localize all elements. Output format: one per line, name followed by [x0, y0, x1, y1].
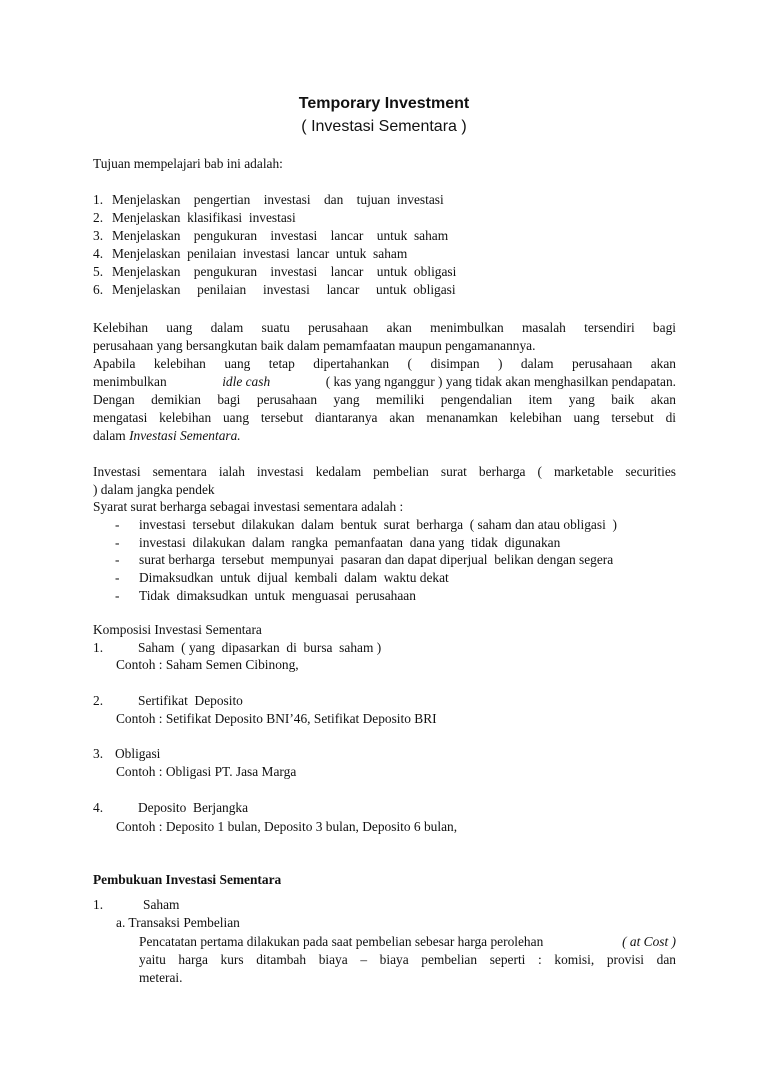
- para-fragment: dalam: [93, 428, 126, 443]
- item-number: 4.: [93, 800, 104, 815]
- objective-number: 2.: [93, 210, 104, 225]
- objective-item: [93, 191, 444, 209]
- objective-number: 6.: [93, 282, 104, 297]
- item-name: Sertifikat Deposito: [138, 693, 243, 708]
- para-line: yaitu harga kurs ditambah biaya – biaya pembelian seperti : komisi, provisi dan: [139, 952, 676, 967]
- objective-item: [93, 263, 456, 281]
- requirement-item: [115, 516, 617, 534]
- para-line: Investasi sementara ialah investasi kedalam pembelian surat berharga ( marketable securities: [93, 464, 676, 479]
- objective-text: Menjelaskan klasifikasi investasi: [112, 210, 296, 225]
- objective-item: [93, 227, 448, 245]
- temporary-investment-term: Investasi Sementara.: [129, 428, 241, 443]
- para-line: Syarat surat berharga sebagai investasi sementara adalah :: [93, 499, 404, 514]
- idle-cash-term: idle cash: [222, 374, 271, 389]
- objective-text: Menjelaskan penilaian investasi lancar untuk obligasi: [112, 282, 456, 297]
- composition-example: Contoh : Setifikat Deposito BNI’46, Setifikat Deposito BRI: [116, 711, 437, 726]
- dash-bullet: -: [115, 570, 120, 585]
- page-title: Temporary Investment: [298, 95, 470, 112]
- para-line: perusahaan yang bersangkutan baik dalam pemamfaatan maupun pengamanannya.: [93, 338, 536, 353]
- composition-item: [93, 639, 381, 657]
- item-number: 2.: [93, 693, 104, 708]
- para-fragment: ( kas yang nganggur ) yang tidak akan menghasilkan pendapatan.: [325, 374, 676, 389]
- recording-subheading: a. Transaksi Pembelian: [116, 915, 240, 930]
- composition-example: Contoh : Obligasi PT. Jasa Marga: [116, 764, 297, 779]
- dash-bullet: -: [115, 588, 120, 603]
- item-number: 3.: [93, 746, 104, 761]
- item-name: Deposito Berjangka: [138, 800, 249, 815]
- requirement-text: Dimaksudkan untuk dijual kembali dalam waktu dekat: [139, 570, 449, 585]
- objective-number: 3.: [93, 228, 104, 243]
- requirement-text: surat berharga tersebut mempunyai pasaran dan dapat diperjual belikan dengan segera: [139, 552, 614, 567]
- objective-item: [93, 245, 407, 263]
- item-number: 1.: [93, 640, 104, 655]
- para-line: Dengan demikian bagi perusahaan yang memiliki pengendalian item yang baik akan: [93, 392, 676, 407]
- composition-heading: Komposisi Investasi Sementara: [93, 622, 262, 637]
- dash-bullet: -: [115, 535, 120, 550]
- objective-item: [93, 209, 296, 227]
- item-name: Obligasi: [115, 746, 161, 761]
- composition-example: Contoh : Deposito 1 bulan, Deposito 3 bulan, Deposito 6 bulan,: [116, 819, 458, 834]
- requirement-item: [115, 551, 613, 569]
- objective-text: Menjelaskan pengukuran investasi lancar untuk saham: [112, 228, 449, 243]
- objective-text: Menjelaskan pengertian investasi dan tujuan investasi: [112, 192, 444, 207]
- item-number: 1.: [93, 897, 104, 912]
- objective-item: [93, 281, 456, 299]
- objective-number: 4.: [93, 246, 104, 261]
- requirement-text: investasi tersebut dilakukan dalam bentuk surat berharga ( saham dan atau obligasi ): [139, 517, 617, 532]
- composition-item: [93, 799, 248, 817]
- objective-number: 1.: [93, 192, 104, 207]
- composition-example: Contoh : Saham Semen Cibinong,: [116, 657, 299, 672]
- section-heading: Pembukuan Investasi Sementara: [93, 872, 282, 887]
- objective-number: 5.: [93, 264, 104, 279]
- at-cost-term: ( at Cost ): [622, 934, 676, 949]
- para-line: meterai.: [139, 970, 183, 985]
- requirement-item: [115, 569, 449, 587]
- requirement-item: [115, 534, 560, 552]
- objective-text: Menjelaskan pengukuran investasi lancar untuk obligasi: [112, 264, 457, 279]
- recording-item: [93, 896, 179, 914]
- intro-text: Tujuan mempelajari bab ini adalah:: [93, 156, 283, 171]
- page-subtitle: ( Investasi Sementara ): [301, 118, 467, 135]
- para-line: Kelebihan uang dalam suatu perusahaan akan menimbulkan masalah tersendiri bagi: [93, 320, 676, 335]
- para-line: Apabila kelebihan uang tetap dipertahankan ( disimpan ) dalam perusahaan akan: [93, 356, 676, 371]
- item-name: Saham ( yang dipasarkan di bursa saham ): [138, 640, 382, 655]
- requirement-item: [115, 587, 416, 605]
- requirement-text: investasi dilakukan dalam rangka pemanfaatan dana yang tidak digunakan: [139, 535, 561, 550]
- para-line: [93, 427, 241, 445]
- objective-text: Menjelaskan penilaian investasi lancar untuk saham: [112, 246, 408, 261]
- requirement-text: Tidak dimaksudkan untuk menguasai perusahaan: [139, 588, 416, 603]
- composition-item: [93, 745, 160, 763]
- para-line: mengatasi kelebihan uang tersebut diantaranya akan menanamkan kelebihan uang tersebut di: [93, 410, 676, 425]
- dash-bullet: -: [115, 517, 120, 532]
- composition-item: [93, 692, 243, 710]
- item-name: Saham: [143, 897, 180, 912]
- para-fragment: menimbulkan: [93, 374, 167, 389]
- para-fragment: Pencatatan pertama dilakukan pada saat pembelian sebesar harga perolehan: [139, 934, 544, 949]
- dash-bullet: -: [115, 552, 120, 567]
- para-line: [93, 373, 676, 391]
- para-line: ) dalam jangka pendek: [93, 482, 215, 497]
- para-line: [139, 933, 676, 951]
